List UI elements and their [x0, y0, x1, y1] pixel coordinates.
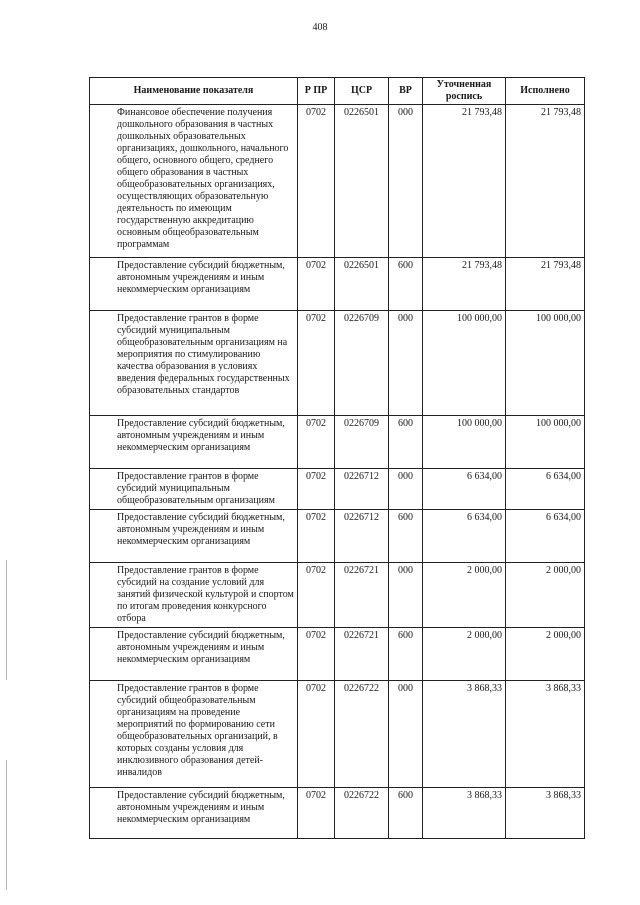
- table-row: [90, 788, 585, 839]
- executed-amount-cell: 6 634,00: [506, 510, 585, 563]
- rpr-cell: 0702: [298, 311, 335, 416]
- csr-cell: 0226501: [335, 105, 389, 258]
- csr-cell: 0226721: [335, 628, 389, 681]
- vr-cell: 600: [389, 788, 423, 839]
- plan-amount-cell: 100 000,00: [423, 311, 506, 416]
- vr-cell: 000: [389, 105, 423, 258]
- csr-cell: 0226501: [335, 258, 389, 311]
- vr-cell: 000: [389, 469, 423, 510]
- vr-cell: 000: [389, 563, 423, 628]
- header-name: Наименование показателя: [90, 78, 298, 105]
- rpr-cell: 0702: [298, 469, 335, 510]
- csr-cell: 0226712: [335, 510, 389, 563]
- rpr-cell: 0702: [298, 416, 335, 469]
- table-row: [90, 311, 585, 416]
- vr-cell: 600: [389, 416, 423, 469]
- executed-amount-cell: 2 000,00: [506, 563, 585, 628]
- header-csr: ЦСР: [335, 78, 389, 105]
- vr-cell: 000: [389, 681, 423, 788]
- vr-cell: 600: [389, 258, 423, 311]
- plan-amount-cell: 3 868,33: [423, 681, 506, 788]
- vr-cell: 600: [389, 628, 423, 681]
- indicator-name-cell: Предоставление грантов в форме субсидий на создание условий для занятий физической культурой и спортом по итогам проведения конкурсного отбора: [90, 563, 298, 628]
- table-row: [90, 105, 585, 258]
- vr-cell: 000: [389, 311, 423, 416]
- plan-amount-cell: 2 000,00: [423, 563, 506, 628]
- csr-cell: 0226712: [335, 469, 389, 510]
- indicator-name-cell: Предоставление субсидий бюджетным, автономным учреждениям и иным некоммерческим организациям: [90, 628, 298, 681]
- csr-cell: 0226709: [335, 416, 389, 469]
- table-row: [90, 563, 585, 628]
- plan-amount-cell: 21 793,48: [423, 258, 506, 311]
- table-row: [90, 416, 585, 469]
- page-number: 408: [312, 22, 328, 33]
- plan-amount-cell: 3 868,33: [423, 788, 506, 839]
- csr-cell: 0226722: [335, 681, 389, 788]
- plan-amount-cell: 21 793,48: [423, 105, 506, 258]
- indicator-name-cell: Предоставление грантов в форме субсидий муниципальным общеобразовательным организациям: [90, 469, 298, 510]
- rpr-cell: 0702: [298, 788, 335, 839]
- executed-amount-cell: 3 868,33: [506, 788, 585, 839]
- header-vr: ВР: [389, 78, 423, 105]
- executed-amount-cell: 2 000,00: [506, 628, 585, 681]
- table-header-row: [90, 78, 585, 105]
- plan-amount-cell: 6 634,00: [423, 469, 506, 510]
- csr-cell: 0226709: [335, 311, 389, 416]
- scan-edge-mark: [6, 760, 7, 890]
- csr-cell: 0226722: [335, 788, 389, 839]
- indicator-name-cell: Предоставление грантов в форме субсидий муниципальным общеобразовательным организациям на мероприятия по стимулированию качества образования в условиях введения федеральных государственных образовательных стандартов: [90, 311, 298, 416]
- header-rpr: Р ПР: [298, 78, 335, 105]
- rpr-cell: 0702: [298, 510, 335, 563]
- indicator-name-cell: Финансовое обеспечение получения дошкольного образования в частных дошкольных образовательных организациях, дошкольного, начального общего, основного общего, среднего общего образования в частных общеобразовательных организациях, осуществляющих образовательную деятельность по имеющим государственную аккредитацию основным общеобразовательным программам: [90, 105, 298, 258]
- rpr-cell: 0702: [298, 258, 335, 311]
- indicator-name-cell: Предоставление субсидий бюджетным, автономным учреждениям и иным некоммерческим организациям: [90, 510, 298, 563]
- indicator-name-cell: Предоставление субсидий бюджетным, автономным учреждениям и иным некоммерческим организациям: [90, 788, 298, 839]
- rpr-cell: 0702: [298, 563, 335, 628]
- header-plan: Уточненная роспись: [423, 78, 506, 105]
- rpr-cell: 0702: [298, 681, 335, 788]
- scan-edge-mark: [6, 560, 7, 680]
- vr-cell: 600: [389, 510, 423, 563]
- table-row: [90, 469, 585, 510]
- plan-amount-cell: 100 000,00: [423, 416, 506, 469]
- executed-amount-cell: 21 793,48: [506, 105, 585, 258]
- table-row: [90, 510, 585, 563]
- rpr-cell: 0702: [298, 105, 335, 258]
- executed-amount-cell: 3 868,33: [506, 681, 585, 788]
- executed-amount-cell: 100 000,00: [506, 416, 585, 469]
- plan-amount-cell: 2 000,00: [423, 628, 506, 681]
- indicator-name-cell: Предоставление субсидий бюджетным, автономным учреждениям и иным некоммерческим организациям: [90, 416, 298, 469]
- table-row: [90, 628, 585, 681]
- executed-amount-cell: 100 000,00: [506, 311, 585, 416]
- table-row: [90, 681, 585, 788]
- executed-amount-cell: 6 634,00: [506, 469, 585, 510]
- executed-amount-cell: 21 793,48: [506, 258, 585, 311]
- table-row: [90, 258, 585, 311]
- header-done: Исполнено: [506, 78, 585, 105]
- indicator-name-cell: Предоставление грантов в форме субсидий общеобразовательным организациям на проведение мероприятий по формированию сети общеобразовательных организаций, в которых созданы условия для инклюзивного образования детей-инвалидов: [90, 681, 298, 788]
- budget-table: [89, 77, 585, 839]
- plan-amount-cell: 6 634,00: [423, 510, 506, 563]
- rpr-cell: 0702: [298, 628, 335, 681]
- csr-cell: 0226721: [335, 563, 389, 628]
- indicator-name-cell: Предоставление субсидий бюджетным, автономным учреждениям и иным некоммерческим организациям: [90, 258, 298, 311]
